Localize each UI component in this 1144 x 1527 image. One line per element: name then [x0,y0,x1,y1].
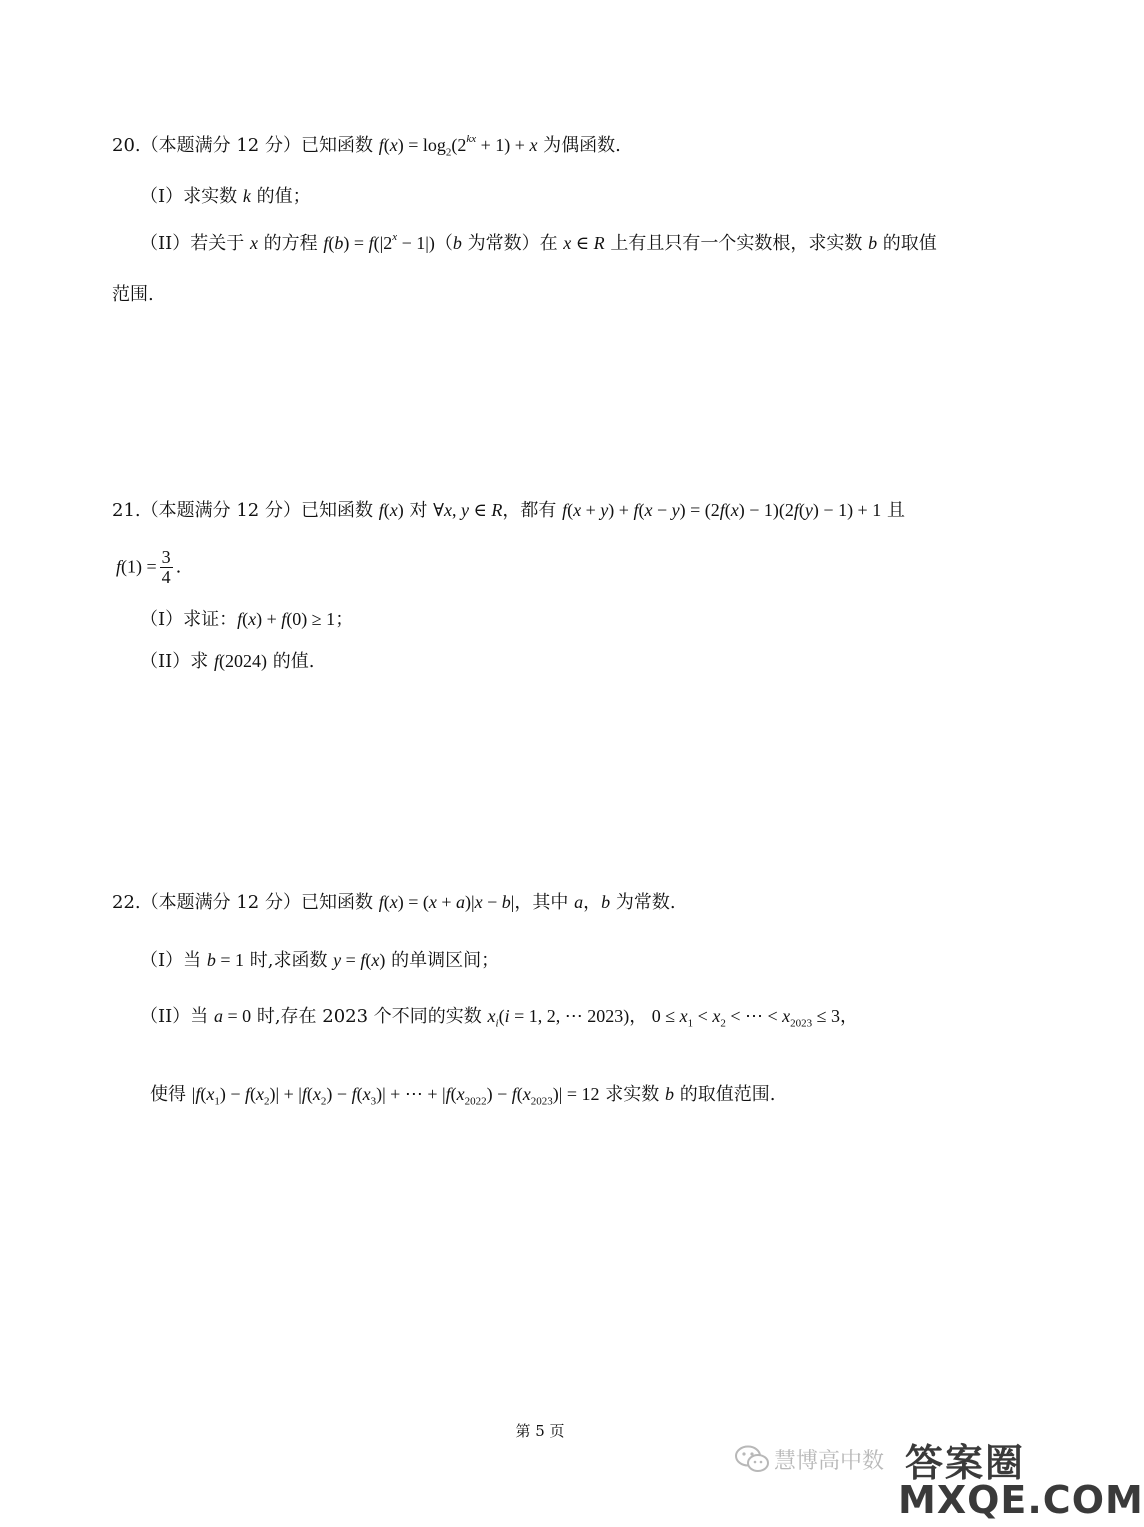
q21-part2: （II）求 f(2024) 的值. [140,651,315,672]
q20-part2-line2: 范围. [112,284,154,305]
q21-line2: f(1) = $\frac{3}{4}$ . [116,547,182,587]
q22-line1: 22.（本题满分 12 分）已知函数 f(x) = (x + a)|x − b|，其中 a，b 为常数. [112,892,676,913]
wechat-icon [734,1444,770,1474]
q21-part1: （I）求证：f(x) + f(0) ≥ 1； [140,609,354,630]
q20-part1: （I）求实数 k 的值； [140,186,311,207]
q20-line1: 20.（本题满分 12 分）已知函数 $f(x) = \log_2(2^{kx} + 1) + x$ 为偶函数. [112,133,621,159]
q20-formula: f [378,135,384,155]
fraction-3-4: $\frac{3}{4}$ [161,547,171,587]
logo-text-en: MXQE.COM [898,1478,1144,1522]
logo-text-cn: 答案圈 [905,1441,1026,1485]
q22-line3: 使得 $|f(x_1) - f(x_2)| + |f(x_2) - f(x_3)|$ + ⋯ + $|f(x_{2022}) - f(x_{2023})| = 12$ 求实数 b 的取值范围. [150,1084,776,1108]
page-number: 第 5 页 [515,1422,565,1440]
wechat-account-name: 慧博高中数 [774,1449,885,1474]
watermark [730,1430,1144,1527]
q20-prefix: 20.（本题满分 12 分）已知函数 [112,135,379,156]
q22-part1: （I）当 b = 1 时,求函数 y = f(x) 的单调区间； [140,950,500,971]
q22-part2: （II）当 a = 0 时,存在 2023 个不同的实数 $x_i(i = 1$, 2, ⋯ 2023)， $0 \le x_1 < x_2$ < ⋯ < $x_{2023} \le 3$， [140,1006,859,1030]
q20-suffix: 为偶函数. [537,135,621,156]
q20-part2: （II）若关于 x 的方程 $f(b) = f(|2^x - 1|)(b$ 为常数）在 x ∈ R 上有且只有一个实数根，求实数 b 的取值 [140,231,937,254]
q21-line1: 21.（本题满分 12 分）已知函数 f(x) 对 ∀x, y ∈ R，都有 f(x + y) + f(x − y) = (2f(x) − 1)(2f(y) − 1) + 1 且 [112,500,905,521]
